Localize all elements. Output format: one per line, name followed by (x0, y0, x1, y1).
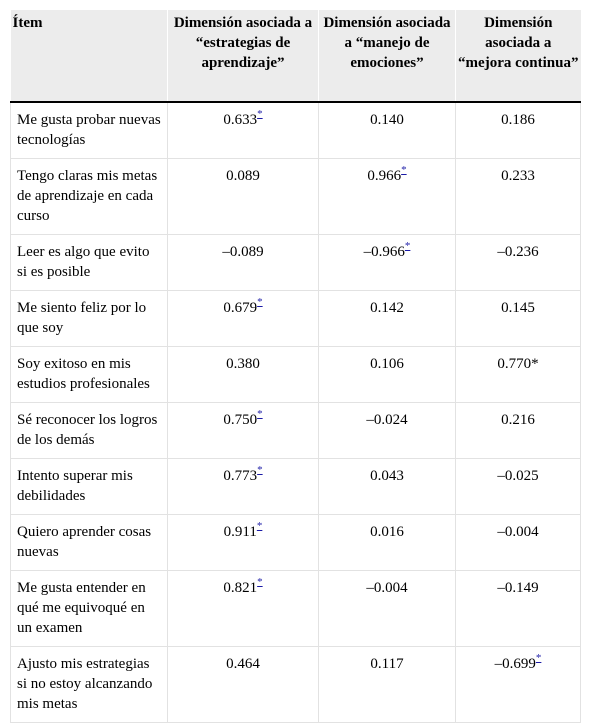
value-cell: 0.380 (168, 347, 319, 403)
value-cell: 0.770* (456, 347, 581, 403)
value-cell: 0.464 (168, 647, 319, 723)
table-row (11, 102, 581, 159)
table-row (11, 459, 581, 515)
header-item: Ítem (11, 10, 168, 102)
header-dim-emotion-management: Dimensión asociada a “manejo de emociones” (319, 10, 456, 102)
item-cell: Quiero aprender cosas nuevas (11, 515, 168, 571)
table-row (11, 291, 581, 347)
value-cell (168, 571, 319, 647)
table-body (11, 102, 581, 723)
value-text: 0.911 (223, 524, 257, 540)
footnote-link[interactable]: * (257, 408, 263, 420)
value-cell: 0.043 (319, 459, 456, 515)
value-cell: –0.025 (456, 459, 581, 515)
value-cell (319, 159, 456, 235)
table-row (11, 235, 581, 291)
value-cell: 0.140 (319, 102, 456, 159)
footnote-link[interactable]: * (257, 576, 263, 588)
value-cell (456, 647, 581, 723)
footnote-link[interactable]: * (401, 164, 407, 176)
footnote-link[interactable]: * (256, 520, 263, 532)
footnote-link[interactable]: * (404, 240, 411, 252)
factor-loadings-table-container (10, 10, 580, 723)
value-text: 0.966 (367, 168, 402, 184)
value-cell: 0.106 (319, 347, 456, 403)
value-text: 0.750 (223, 412, 258, 428)
value-cell: 0.089 (168, 159, 319, 235)
value-cell: 0.186 (456, 102, 581, 159)
table-row (11, 159, 581, 235)
value-cell: 0.142 (319, 291, 456, 347)
value-cell: –0.024 (319, 403, 456, 459)
value-cell: –0.236 (456, 235, 581, 291)
header-dim-continuous-improvement: Dimensión asociada a “mejora continua” (456, 10, 581, 102)
table-header (11, 10, 581, 102)
footnote-link[interactable]: * (535, 652, 542, 664)
item-cell: Me siento feliz por lo que soy (11, 291, 168, 347)
value-cell (319, 235, 456, 291)
item-cell: Soy exitoso en mis estudios profesionales (11, 347, 168, 403)
footnote-link[interactable]: * (257, 464, 263, 476)
item-cell: Sé reconocer los logros de los demás (11, 403, 168, 459)
value-cell: 0.145 (456, 291, 581, 347)
table-row (11, 403, 581, 459)
value-cell: –0.004 (319, 571, 456, 647)
value-cell: 0.216 (456, 403, 581, 459)
value-cell: 0.117 (319, 647, 456, 723)
table-row (11, 571, 581, 647)
item-cell: Intento superar mis debilidades (11, 459, 168, 515)
value-text: 0.773 (223, 468, 258, 484)
value-text: –0.699 (494, 656, 536, 672)
value-cell: –0.004 (456, 515, 581, 571)
factor-loadings-table (10, 10, 581, 723)
table-row (11, 647, 581, 723)
item-cell: Me gusta entender en qué me equivoqué en un examen (11, 571, 168, 647)
item-cell: Me gusta probar nuevas tecnologías (11, 102, 168, 159)
value-text: 0.679 (223, 300, 258, 316)
header-dim-learning-strategies: Dimensión asociada a “estrategias de aprendizaje” (168, 10, 319, 102)
item-cell: Leer es algo que evito si es posible (11, 235, 168, 291)
table-row (11, 347, 581, 403)
value-cell (168, 515, 319, 571)
value-cell (168, 459, 319, 515)
item-cell: Tengo claras mis metas de aprendizaje en cada curso (11, 159, 168, 235)
value-text: 0.633 (223, 112, 258, 128)
value-cell (168, 102, 319, 159)
value-cell (168, 403, 319, 459)
value-text: 0.821 (223, 580, 258, 596)
value-cell: –0.089 (168, 235, 319, 291)
footnote-link[interactable]: * (257, 108, 263, 120)
table-row (11, 515, 581, 571)
value-cell: 0.016 (319, 515, 456, 571)
item-cell: Ajusto mis estrategias si no estoy alcanzando mis metas (11, 647, 168, 723)
footnote-link[interactable]: * (257, 296, 263, 308)
value-cell: 0.233 (456, 159, 581, 235)
value-cell (168, 291, 319, 347)
value-cell: –0.149 (456, 571, 581, 647)
value-text: –0.966 (363, 244, 405, 260)
